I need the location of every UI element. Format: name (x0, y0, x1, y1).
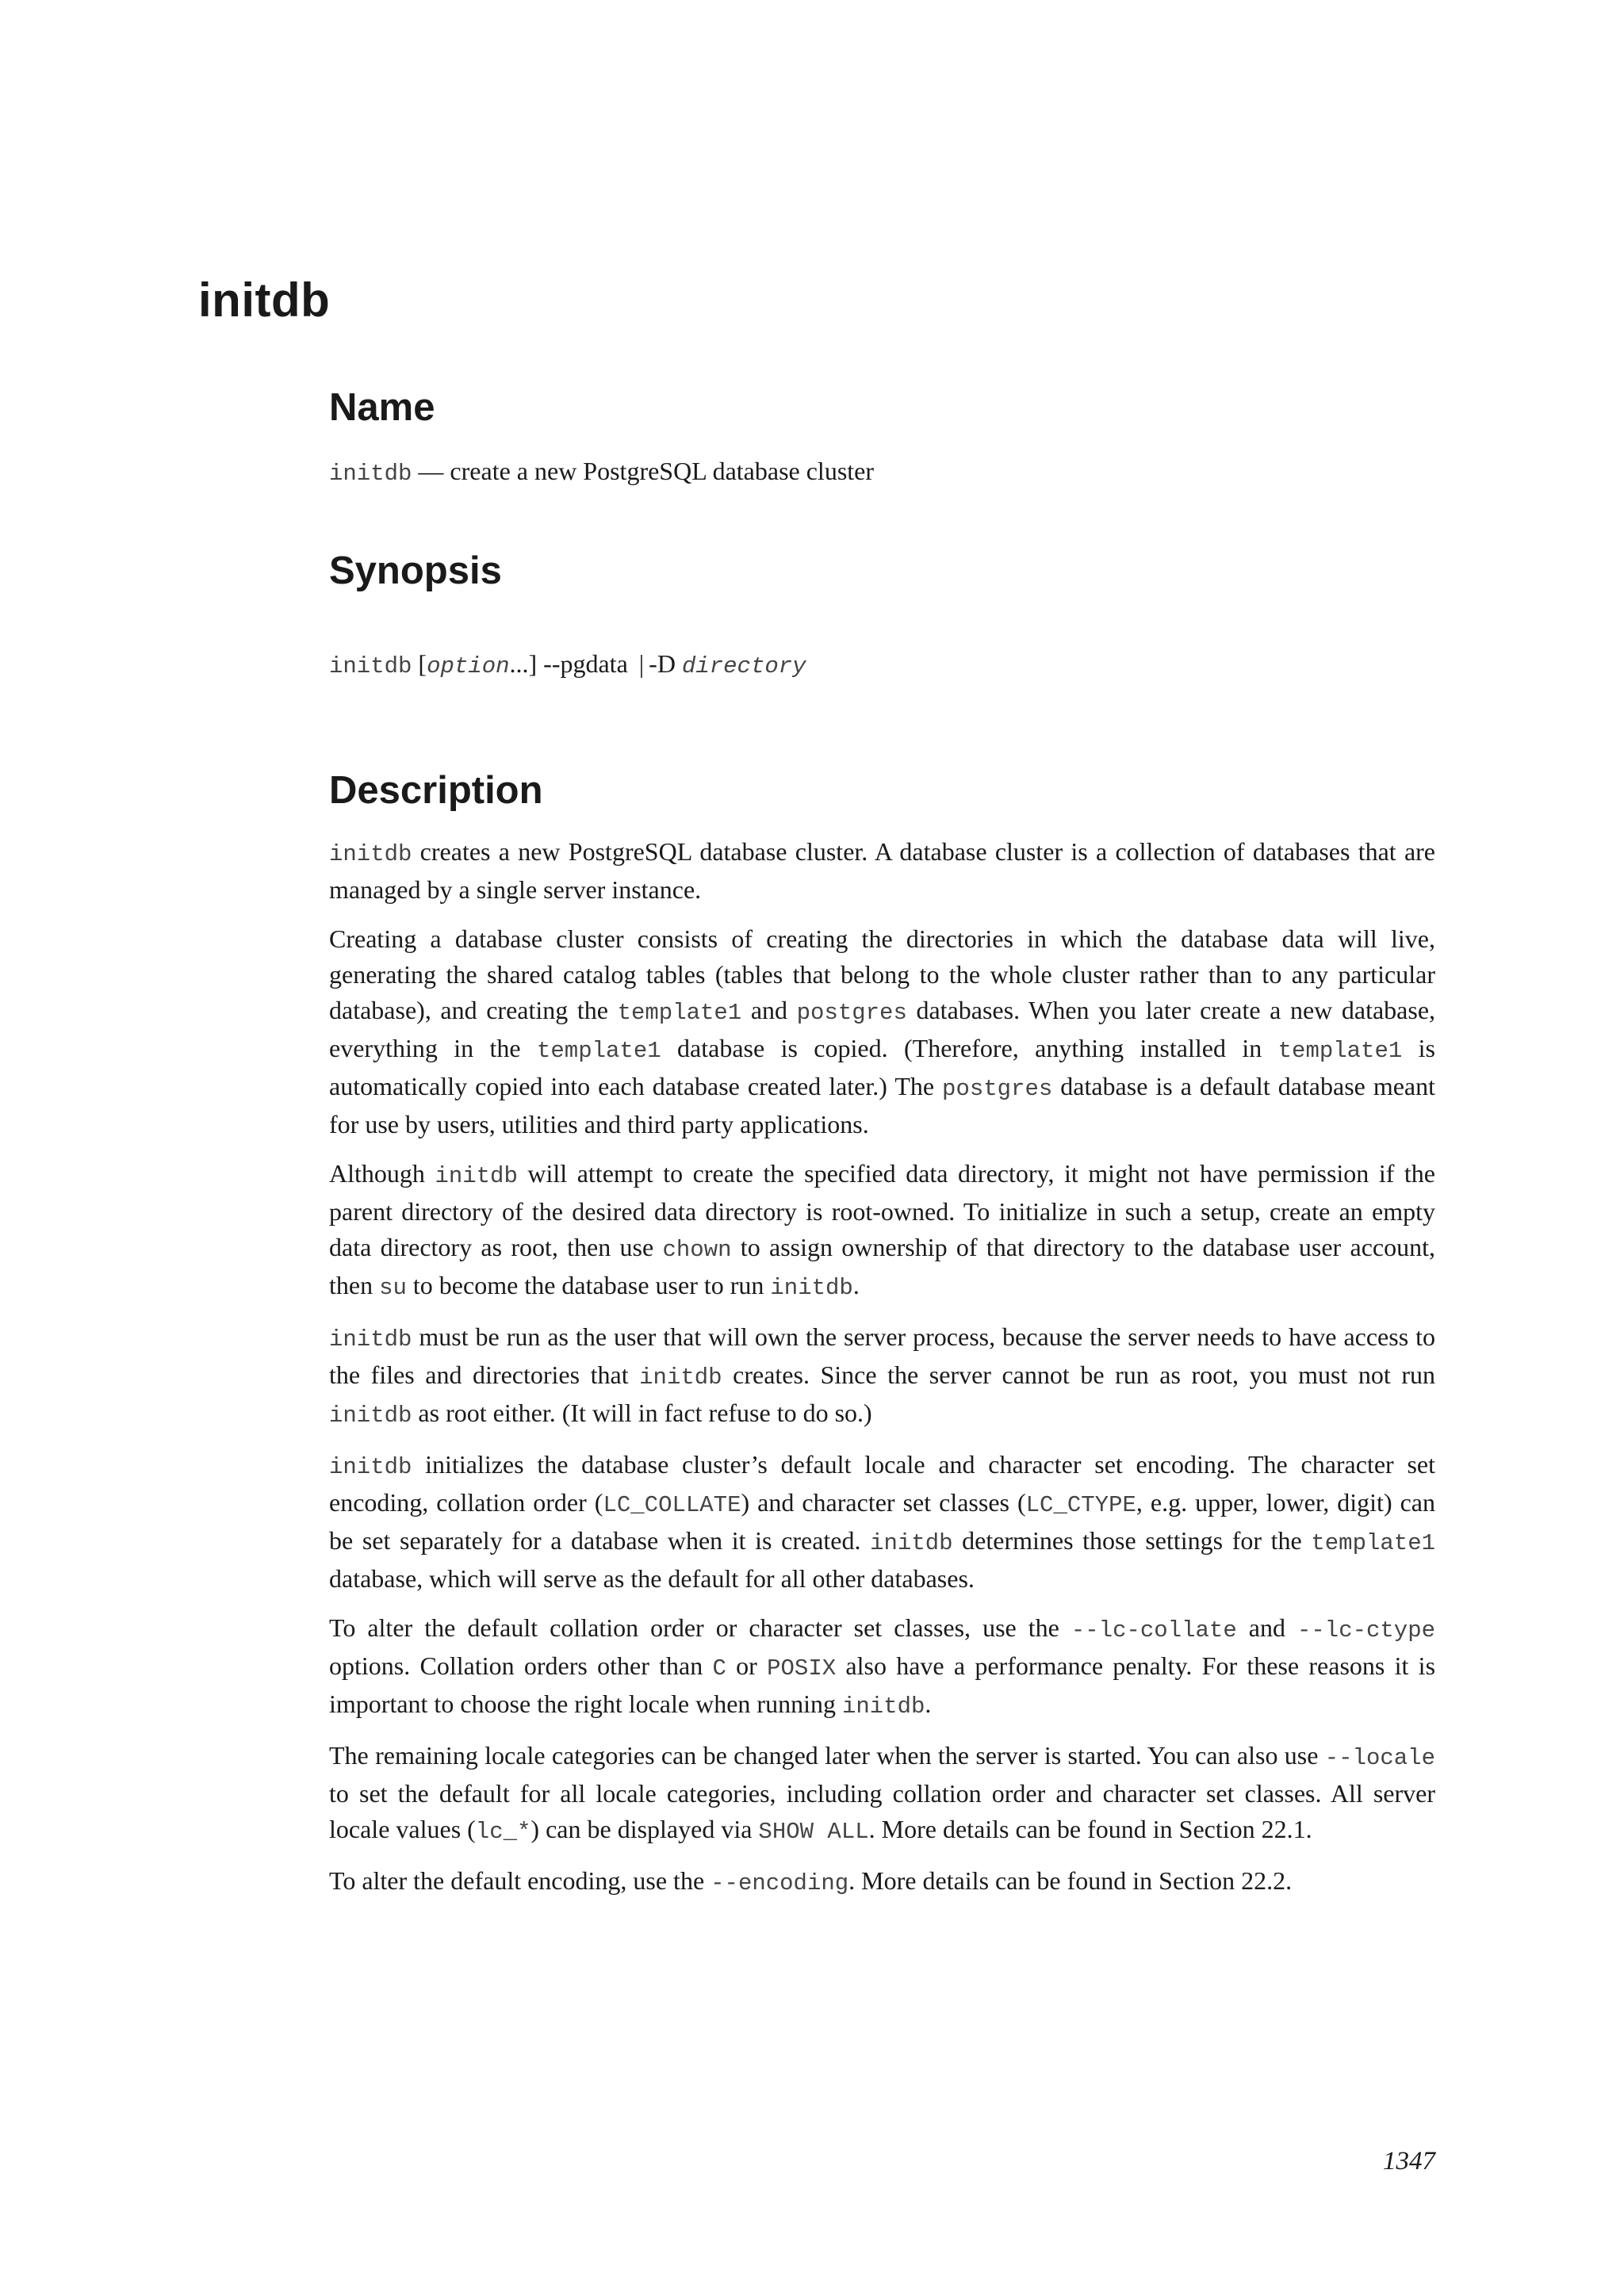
text-run: and (1236, 1613, 1297, 1642)
inline-code: C (712, 1655, 726, 1682)
inline-code: postgres (796, 1000, 907, 1026)
text-run: database is a default database meant for use by users, utilities and third party applications. (329, 1072, 1436, 1138)
inline-code: initdb (435, 1163, 518, 1189)
page-title: initdb (198, 274, 331, 327)
description-body (329, 834, 1435, 1915)
inline-code: template1 (617, 1000, 742, 1026)
name-heading: Name (329, 386, 435, 429)
text-run: to set the default for all locale categories, including collation order and character set classes. All server locale values ( (329, 1779, 1435, 1843)
text-run: Although (329, 1159, 435, 1188)
synopsis-paragraph (329, 646, 1435, 684)
text-run: . More details can be found in Section 22.1. (868, 1815, 1312, 1843)
synopsis-command: initdb (329, 653, 412, 679)
description-paragraph-7 (329, 1738, 1435, 1850)
text-run: to assign ownership of that directory to the database user account, then (329, 1233, 1436, 1299)
synopsis-bracket: [ (412, 649, 427, 678)
text-run: ) and character set classes ( (741, 1488, 1026, 1517)
inline-code: --locale (1324, 1745, 1435, 1771)
description-paragraph-4 (329, 1319, 1435, 1433)
description-heading: Description (329, 769, 543, 812)
text-run: options. Collation orders other than (329, 1651, 713, 1680)
synopsis-directory: directory (681, 653, 806, 679)
text-run: also have a performance penalty. For these reasons it is important to choose the right locale when running (329, 1651, 1436, 1718)
inline-code: su (379, 1275, 407, 1301)
inline-code: SHOW ALL (758, 1819, 869, 1845)
inline-code: lc_* (475, 1819, 531, 1845)
text-run: is automatically copied into each database created later.) The (329, 1034, 1436, 1100)
text-run: determines those settings for the (952, 1526, 1312, 1555)
inline-code: initdb (329, 1454, 412, 1480)
text-run: The remaining locale categories can be changed later when the server is started. You can also use (329, 1741, 1325, 1770)
text-run: ) can be displayed via (530, 1815, 759, 1843)
text-run: must be run as the user that will own the server process, because the server needs to have access to the files and directories that (329, 1322, 1435, 1389)
description-paragraph-8 (329, 1863, 1435, 1901)
synopsis-option: option (427, 653, 510, 679)
description-paragraph-2 (329, 921, 1435, 1142)
name-paragraph (329, 453, 1435, 492)
inline-code: LC_CTYPE (1025, 1492, 1136, 1518)
text-run: database, which will serve as the default for all other databases. (329, 1564, 975, 1593)
inline-code: template1 (537, 1038, 661, 1064)
inline-code: postgres (942, 1076, 1053, 1102)
inline-code: initdb (639, 1364, 722, 1391)
inline-code: initdb (329, 1326, 412, 1353)
synopsis-heading: Synopsis (329, 549, 502, 592)
inline-code: chown (662, 1237, 732, 1263)
description-paragraph-6 (329, 1610, 1435, 1724)
inline-code: initdb (329, 841, 412, 867)
text-run: , e.g. upper, lower, digit) can be set separately for a database when it is created. (329, 1488, 1436, 1555)
inline-code: initdb (770, 1275, 853, 1301)
name-summary: — create a new PostgreSQL database cluster (412, 457, 875, 485)
inline-code: POSIX (767, 1655, 837, 1682)
text-run: database is copied. (Therefore, anything installed in (661, 1034, 1278, 1062)
inline-code: --lc-ctype (1297, 1617, 1436, 1644)
synopsis-short-flag: -D (649, 649, 682, 678)
synopsis-rest: ...] --pgdata (509, 649, 628, 678)
page-number: 1347 (1383, 2147, 1435, 2175)
text-run: . (852, 1271, 860, 1299)
inline-code: LC_COLLATE (603, 1492, 741, 1518)
inline-code: template1 (1311, 1530, 1436, 1556)
text-run: To alter the default encoding, use the (329, 1866, 711, 1895)
text-run: . (925, 1689, 932, 1718)
synopsis-separator: | (638, 649, 645, 678)
text-run: creates a new PostgreSQL database cluster. A database cluster is a collection of databases that are managed by a single server instance. (329, 837, 1435, 904)
inline-code: initdb (329, 1402, 412, 1429)
text-run: or (726, 1651, 768, 1680)
text-run: will attempt to create the specified data directory, it might not have permission if the parent directory of the desired data directory is root-owned. To initialize in such a setup, create an empty data directory as root, then use (329, 1159, 1436, 1261)
description-paragraph-5 (329, 1447, 1435, 1597)
inline-code: template1 (1277, 1038, 1403, 1064)
inline-code: initdb (870, 1530, 953, 1556)
text-run: initializes the database cluster’s default locale and character set encoding. The character set encoding, collation order ( (329, 1450, 1435, 1517)
inline-code: --lc-collate (1071, 1617, 1237, 1644)
text-run: Creating a database cluster consists of creating the directories in which the database data will live, generating the shared catalog tables (tables that belong to the whole cluster rather than to any particular database), and creating the (329, 924, 1435, 1024)
description-paragraph-1 (329, 834, 1435, 908)
text-run: as root either. (It will in fact refuse to do so.) (412, 1399, 872, 1427)
text-run: . More details can be found in Section 22.2. (848, 1866, 1293, 1895)
text-run: To alter the default collation order or character set classes, use the (329, 1613, 1071, 1642)
command-code: initdb (329, 461, 412, 487)
text-run: databases. When you later create a new database, everything in the (329, 996, 1436, 1062)
text-run: and (741, 996, 797, 1024)
text-run: to become the database user to run (406, 1271, 771, 1299)
inline-code: initdb (841, 1693, 925, 1720)
text-run: creates. Since the server cannot be run as root, you must not run (722, 1360, 1435, 1389)
description-paragraph-3 (329, 1156, 1435, 1306)
inline-code: --encoding (710, 1870, 849, 1896)
